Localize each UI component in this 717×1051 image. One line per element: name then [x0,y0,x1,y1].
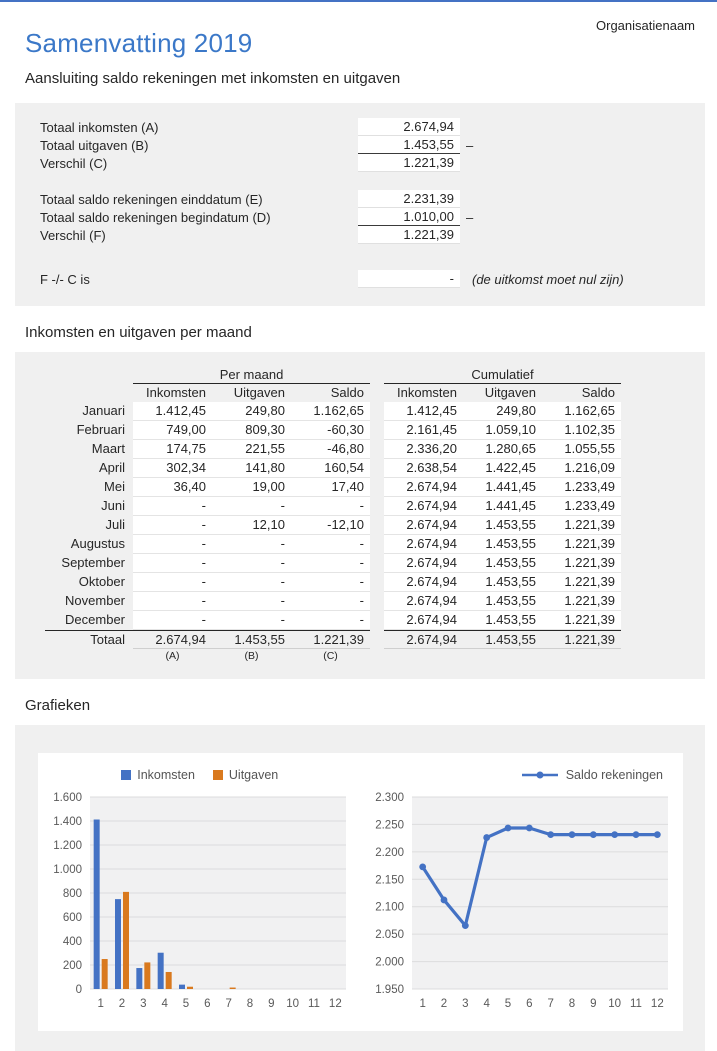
table-cell: 12,10 [212,516,291,535]
month-label: Augustus [70,536,125,551]
table-cell: - [133,573,212,592]
x-tick-label: 3 [140,998,147,1010]
table-cell: 1.059,10 [463,421,542,440]
data-point-marker [525,825,532,832]
table-cell: 749,00 [133,421,212,440]
value-cell: 2.231,39 [358,190,460,208]
table-cell: 221,55 [212,440,291,459]
column-gap [370,554,384,573]
table-row [45,478,705,497]
x-tick-label: 10 [286,998,300,1010]
table-cell: 302,34 [133,459,212,478]
y-tick-label: 600 [62,912,82,924]
bar [187,987,193,989]
data-point-marker [547,831,554,838]
table-cell: 1.221,39 [542,573,621,592]
table-row [45,535,705,554]
section-title-monthly-table: Inkomsten en uitgaven per maand [25,324,252,341]
table-row [45,459,705,478]
table-cell: 17,40 [291,478,370,497]
month-label: Maart [91,441,125,456]
table-cell: 19,00 [212,478,291,497]
month-label: December [65,612,125,627]
x-tick-label: 1 [97,998,104,1010]
table-row [45,440,705,459]
legend-label: Inkomsten [137,768,195,782]
total-cell: 1.221,39 [291,630,370,649]
x-tick-label: 9 [589,998,597,1010]
reconciliation-panel [15,103,705,306]
table-cell: - [291,573,370,592]
column-header: Uitgaven [484,385,536,400]
group-header-cumulatief: Cumulatief [384,366,621,384]
y-tick-label: 800 [62,888,82,900]
row-label: Totaal saldo rekeningen einddatum (E) [40,191,263,207]
value-cell: 2.674,94 [358,118,460,136]
table-cell: 1.453,55 [463,554,542,573]
y-tick-label: 2.250 [374,819,404,832]
x-tick-label: 12 [650,998,664,1010]
y-tick-label: 2.000 [374,956,404,969]
table-cell: 1.412,45 [384,402,463,421]
table-cell: 2.638,54 [384,459,463,478]
empty-cell [45,649,133,664]
x-tick-label: 2 [440,998,447,1010]
data-point-marker [440,897,447,904]
x-tick-label: 8 [568,998,575,1010]
table-cell: 1.453,55 [463,592,542,611]
total-label: Totaal [45,630,133,649]
table-cell: 2.674,94 [384,516,463,535]
x-tick-label: 12 [328,998,342,1010]
column-gap [370,497,384,516]
x-tick-label: 1 [418,998,426,1010]
organization-name: Organisatienaam [596,18,695,33]
spacer [15,172,705,190]
y-tick-label: 400 [62,936,82,948]
y-tick-label: 2.200 [374,846,404,859]
table-cell: 1.216,09 [542,459,621,478]
row-label: Totaal inkomsten (A) [40,119,159,135]
month-label: Oktober [78,574,125,589]
table-cell: 2.674,94 [384,592,463,611]
data-point-marker [632,831,639,838]
table-cell: - [212,573,291,592]
reconciliation-row [15,154,705,172]
data-point-marker [419,863,426,870]
column-gap [370,630,384,649]
column-gap [370,478,384,497]
table-cell: 1.221,39 [542,592,621,611]
month-label: September [61,555,125,570]
table-cell: -46,80 [291,440,370,459]
footnote-a: (A) [165,650,180,662]
month-label: Februari [76,422,125,437]
x-tick-label: 7 [546,998,554,1010]
monthly-table-panel [15,352,705,679]
x-tick-label: 4 [482,998,490,1010]
table-cell: 1.162,65 [542,402,621,421]
table-cell: 1.453,55 [463,516,542,535]
table-cell: 1.221,39 [542,611,621,630]
table-row [45,516,705,535]
total-cell: 1.221,39 [542,630,621,649]
column-gap [370,592,384,611]
column-header: Saldo [330,385,364,400]
data-point-marker [611,831,618,838]
table-cell: - [291,535,370,554]
table-row [45,554,705,573]
table-column-header-row [45,384,705,402]
month-label: April [98,460,125,475]
column-gap [370,535,384,554]
x-tick-label: 3 [461,998,469,1010]
month-label: Mei [104,479,125,494]
bar [230,988,236,989]
uitgaven-swatch-icon [213,770,223,780]
reconciliation-row [15,226,705,244]
table-row [45,611,705,630]
y-tick-label: 2.100 [374,901,404,914]
column-gap [370,440,384,459]
column-header: Inkomsten [146,385,206,400]
section-title-reconciliation: Aansluiting saldo rekeningen met inkomsten en uitgaven [25,70,401,87]
table-cell: - [291,611,370,630]
section-title-charts: Grafieken [25,697,91,714]
x-tick-label: 9 [268,998,275,1010]
data-point-marker [568,831,575,838]
table-cell: 2.674,94 [384,611,463,630]
bar [123,892,129,989]
y-tick-label: 200 [62,960,82,972]
table-cell: - [212,592,291,611]
bar [136,968,142,989]
table-cell: 1.453,55 [463,573,542,592]
month-label: Juli [105,517,125,532]
table-row [45,421,705,440]
total-cell: 1.453,55 [463,630,542,649]
column-header: Inkomsten [397,385,457,400]
column-gap [370,402,384,421]
column-gap [370,421,384,440]
month-label: Januari [82,403,125,418]
data-point-marker [504,825,511,832]
table-cell: 174,75 [133,440,212,459]
table-cell: 2.336,20 [384,440,463,459]
table-cell: - [291,592,370,611]
x-tick-label: 11 [308,998,320,1010]
table-total-row [45,630,705,649]
table-cell: 1.221,39 [542,554,621,573]
legend-label: Uitgaven [228,768,279,782]
table-cell: 1.453,55 [463,535,542,554]
table-cell: - [291,497,370,516]
reconciliation-row [15,118,705,136]
table-footnote-row [45,649,705,664]
data-point-marker [461,922,468,929]
y-tick-label: 1.950 [374,984,404,996]
table-cell: 2.674,94 [384,478,463,497]
bar [166,972,172,989]
column-gap [370,573,384,592]
bar [179,985,185,989]
table-cell: - [133,497,212,516]
charts-panel [15,725,705,1051]
column-header: Saldo [581,385,615,400]
value-cell: 1.221,39 [358,226,460,244]
bar-chart-legend [44,763,356,787]
check-row [15,270,705,288]
spacer [15,244,705,270]
table-cell: 160,54 [291,459,370,478]
table-group-header-row [45,366,705,384]
table-cell: - [212,535,291,554]
y-tick-label: 2.150 [374,874,404,887]
line-chart-legend [366,763,678,787]
value-cell: 1.010,00 [358,208,460,226]
page-title: Samenvatting 2019 [25,28,253,58]
bar [102,959,108,989]
table-cell: 1.162,65 [291,402,370,421]
check-value-cell: - [358,270,460,288]
table-cell: 36,40 [133,478,212,497]
table-cell: 1.453,55 [463,611,542,630]
table-cell: 1.441,45 [463,478,542,497]
month-label: November [65,593,125,608]
table-row [45,402,705,421]
x-tick-label: 6 [525,998,533,1010]
table-cell: 1.233,49 [542,478,621,497]
x-tick-label: 5 [504,998,511,1010]
x-tick-label: 5 [182,998,190,1010]
table-row [45,592,705,611]
y-tick-label: 1.200 [53,840,82,852]
reconciliation-row [15,208,705,226]
row-label: Totaal saldo rekeningen begindatum (D) [40,209,271,225]
minus-operator: – [466,209,474,225]
x-tick-label: 8 [246,998,254,1010]
x-tick-label: 11 [629,998,642,1010]
table-cell: 2.674,94 [384,554,463,573]
column-gap [370,516,384,535]
table-cell: 249,80 [463,402,542,421]
minus-operator: – [466,137,474,153]
y-tick-label: 1.600 [53,792,82,804]
table-cell: - [133,535,212,554]
footnote-b: (B) [244,650,259,662]
table-cell: - [133,592,212,611]
bar [144,962,150,989]
table-cell: 2.674,94 [384,497,463,516]
reconciliation-row [15,136,705,154]
y-tick-label: 2.050 [374,929,404,942]
table-cell: - [291,554,370,573]
line-chart [366,763,678,1031]
row-label: F -/- C is [40,271,90,287]
total-cell: 1.453,55 [212,630,291,649]
table-cell: -12,10 [291,516,370,535]
table-cell: -60,30 [291,421,370,440]
chart-card [38,753,683,1031]
row-label: Totaal uitgaven (B) [40,137,149,153]
monthly-table-body [15,402,705,630]
table-row [45,573,705,592]
reconciliation-row [15,190,705,208]
bar-chart [44,763,356,1031]
row-label: Verschil (F) [40,227,106,243]
value-cell: 1.221,39 [358,154,460,172]
x-tick-label: 6 [204,998,211,1010]
y-tick-label: 1.000 [53,864,82,876]
data-point-marker [653,831,660,838]
corner-cell [45,384,133,402]
y-tick-label: 2.300 [374,792,404,804]
table-cell: 249,80 [212,402,291,421]
table-cell: 141,80 [212,459,291,478]
table-cell: 1.412,45 [133,402,212,421]
table-cell: - [133,516,212,535]
line-chart-canvas [366,787,676,1029]
y-tick-label: 1.400 [53,816,82,828]
column-gap [370,611,384,630]
corner-cell [45,366,133,384]
legend-label: Saldo rekeningen [565,768,663,782]
bar [158,953,164,989]
table-cell: 1.280,65 [463,440,542,459]
table-cell: 1.221,39 [542,516,621,535]
line-marker-icon [520,770,560,780]
y-tick-label: 0 [75,984,82,996]
bar-chart-canvas [44,787,354,1029]
legend-item-inkomsten [121,768,195,782]
column-gap [370,459,384,478]
total-cell: 2.674,94 [133,630,212,649]
total-cell: 2.674,94 [384,630,463,649]
table-cell: 1.422,45 [463,459,542,478]
table-cell: 2.674,94 [384,535,463,554]
check-note: (de uitkomst moet nul zijn) [472,271,624,287]
table-cell: - [133,611,212,630]
line-chart-plot [366,787,678,1034]
group-header-per-maand: Per maand [133,366,370,384]
table-cell: - [212,611,291,630]
table-cell: - [212,554,291,573]
table-cell: - [212,497,291,516]
value-cell: 1.453,55 [358,136,460,154]
table-cell: 809,30 [212,421,291,440]
table-cell: - [133,554,212,573]
table-cell: 1.055,55 [542,440,621,459]
x-tick-label: 2 [118,998,126,1010]
bar-chart-plot [44,787,356,1034]
column-gap [370,384,384,402]
table-cell: 1.102,35 [542,421,621,440]
table-cell: 2.161,45 [384,421,463,440]
inkomsten-swatch-icon [121,770,131,780]
footnote-c: (C) [323,650,338,662]
table-cell: 1.441,45 [463,497,542,516]
column-header: Uitgaven [233,385,285,400]
x-tick-label: 7 [225,998,232,1010]
legend-item-uitgaven [213,768,278,782]
table-cell: 1.233,49 [542,497,621,516]
table-row [45,497,705,516]
month-label: Juni [101,498,125,513]
table-cell: 2.674,94 [384,573,463,592]
x-tick-label: 10 [607,998,621,1010]
bar [115,899,121,989]
page-header [0,2,717,87]
data-point-marker [483,834,490,841]
bar [94,820,100,989]
row-label: Verschil (C) [40,155,108,171]
table-cell: 1.221,39 [542,535,621,554]
data-point-marker [589,831,596,838]
x-tick-label: 4 [161,998,168,1010]
